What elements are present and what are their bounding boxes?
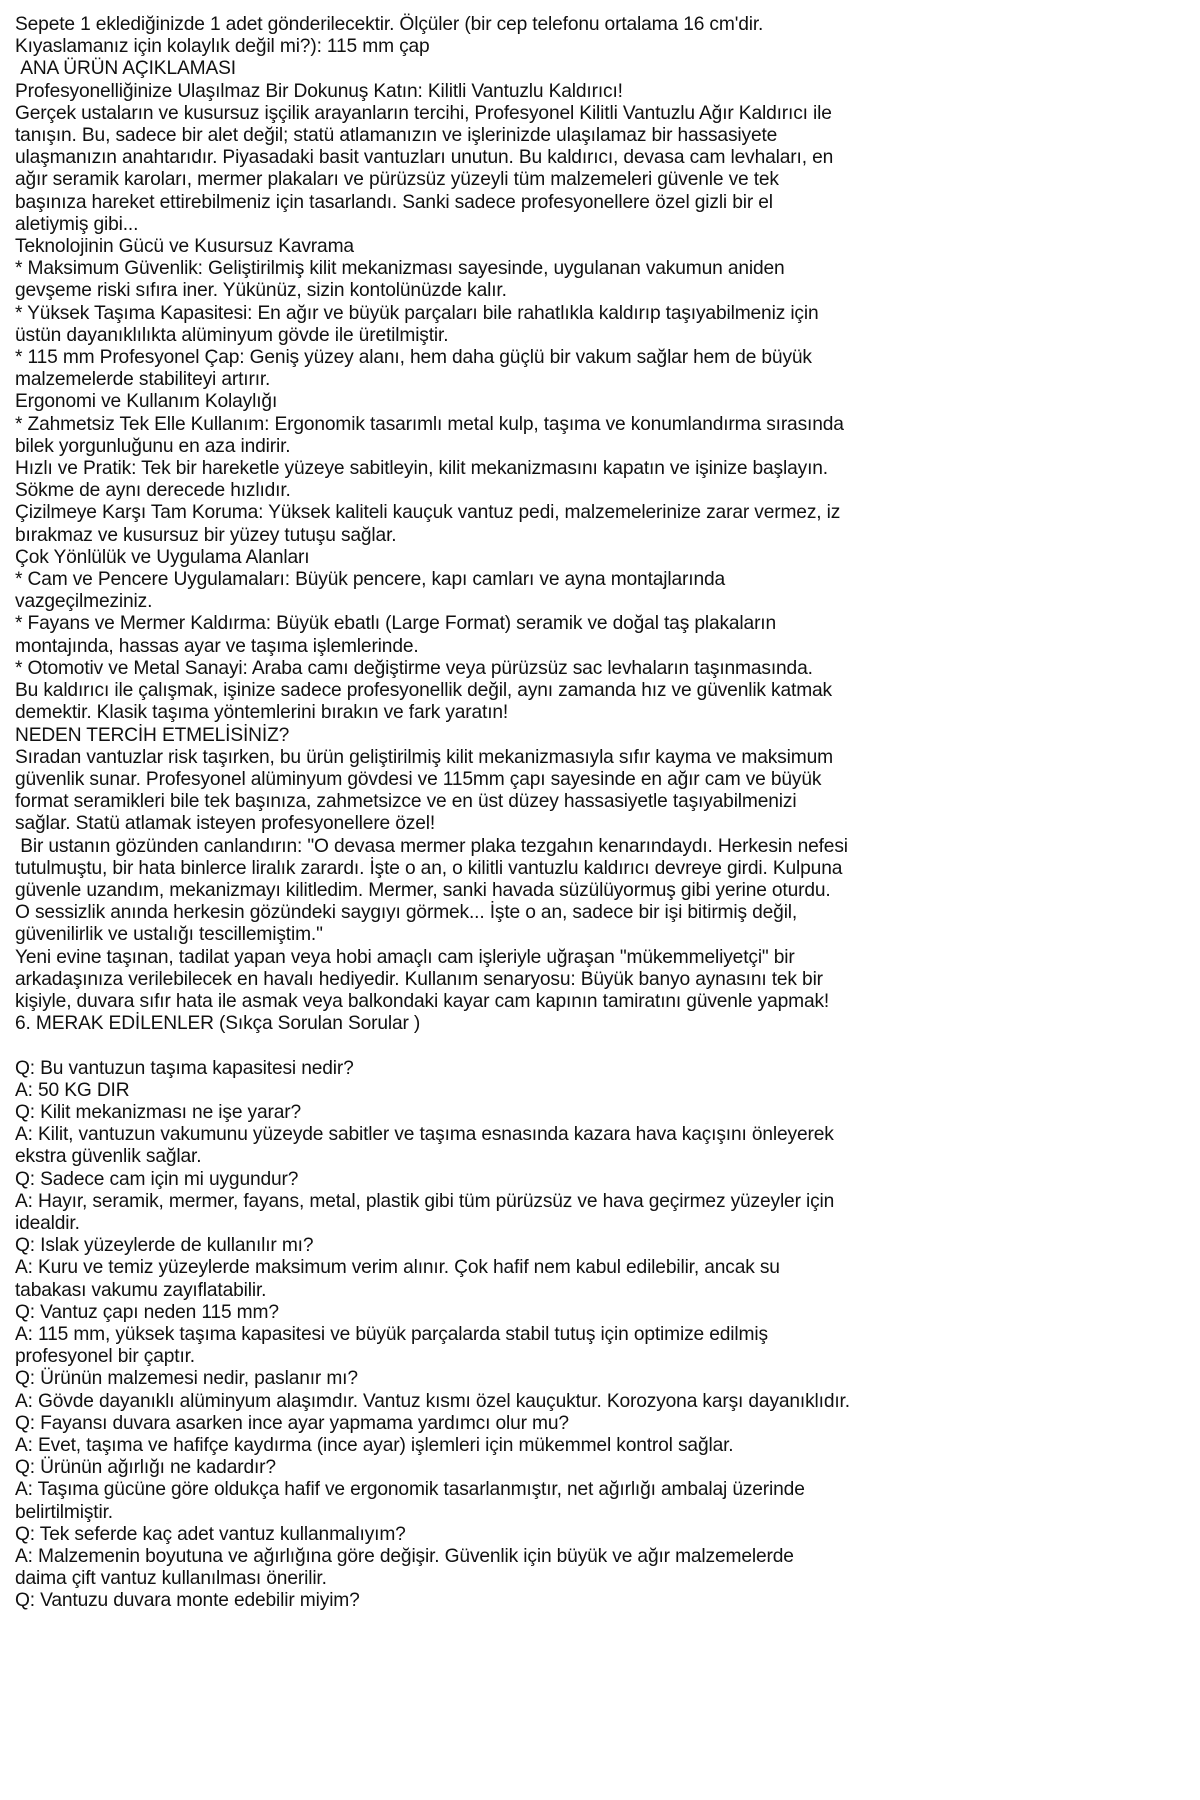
shipping-and-dimensions-note-line-1: Sepete 1 eklediğinizde 1 adet gönderilecektir. Ölçüler (bir cep telefonu ortalama 16 cm'dir. xyxy=(15,14,764,35)
feature-115mm-diameter-line-1: * 115 mm Profesyonel Çap: Geniş yüzey alanı, hem daha güçlü bir vakum sağlar hem de büyük xyxy=(15,347,812,369)
story-paragraph xyxy=(15,836,1184,947)
headline xyxy=(15,81,1184,103)
feature-fast-practical-line-2: Sökme de aynı derecede hızlıdır. xyxy=(15,480,291,502)
why-choose-heading-line-1: NEDEN TERCİH ETMELİSİNİZ? xyxy=(15,724,290,746)
story-paragraph-line-3: güvenle uzandım, mekanizmayı kilitledim. Mermer, sanki havada süzülüyormuş gibi yerine oturdu. xyxy=(15,879,831,901)
application-glass-window-line-2: vazgeçilmeziniz. xyxy=(15,591,153,613)
story-paragraph-line-1: Bir ustanın gözünden canlandırın: "O devasa mermer plaka tezgahın kenarındaydı. Herkesin nefesi xyxy=(15,835,848,857)
technology-section-heading xyxy=(15,236,1184,258)
faq-q1-capacity-line-1: Q: Bu vantuzun taşıma kapasitesi nedir? xyxy=(15,1057,354,1079)
faq-q2-lock-mechanism-line-1: Q: Kilit mekanizması ne işe yarar? xyxy=(15,1101,302,1123)
application-tile-marble-line-1: * Fayans ve Mermer Kaldırma: Büyük ebatlı (Large Format) seramik ve doğal taş plakaların xyxy=(15,613,777,635)
faq-a5-diameter-line-2: profesyonel bir çaptır. xyxy=(15,1346,195,1368)
faq-a8-weight-line-2: belirtilmiştir. xyxy=(15,1501,113,1523)
why-choose-paragraph-line-4: sağlar. Statü atlamak isteyen profesyonellere özel! xyxy=(15,813,436,835)
intro-paragraph xyxy=(15,103,1184,236)
faq-q4-wet-surfaces-line-1: Q: Islak yüzeylerde de kullanılır mı? xyxy=(15,1235,314,1257)
faq-a3-glass-only-line-1: A: Hayır, seramik, mermer, fayans, metal, plastik gibi tüm pürüzsüz ve hava geçirmez yüzeyler için xyxy=(15,1190,835,1212)
feature-fast-practical xyxy=(15,458,1184,502)
closing-paragraph-line-1: Bu kaldırıcı ile çalışmak, işinize sadece profesyonellik değil, aynı zamanda hız ve güvenlik katmak xyxy=(15,680,833,702)
feature-max-safety-line-1: * Maksimum Güvenlik: Geliştirilmiş kilit mekanizması sayesinde, uygulanan vakumun aniden xyxy=(15,258,785,280)
faq-q3-glass-only-line-1: Q: Sadece cam için mi uygundur? xyxy=(15,1168,299,1190)
feature-one-hand-use-line-1: * Zahmetsiz Tek Elle Kullanım: Ergonomik tasarımlı metal kulp, taşıma ve konumlandırma sırasında xyxy=(15,413,844,435)
application-automotive-metal-line-1: * Otomotiv ve Metal Sanayi: Araba camı değiştirme veya pürüzsüz sac levhaların taşınmasında. xyxy=(15,657,813,679)
faq-a5-diameter xyxy=(15,1324,1184,1368)
applications-section-heading-line-1: Çok Yönlülük ve Uygulama Alanları xyxy=(15,546,310,568)
faq-a2-lock-mechanism xyxy=(15,1124,1184,1168)
feature-115mm-diameter xyxy=(15,347,1184,391)
application-glass-window-line-1: * Cam ve Pencere Uygulamaları: Büyük pencere, kapı camları ve ayna montajlarında xyxy=(15,569,726,591)
feature-max-safety-line-2: gevşeme riski sıfıra iner. Yükünüz, sizin kontolünüzde kalır. xyxy=(15,280,507,302)
intro-paragraph-line-6: aletiymiş gibi... xyxy=(15,213,139,235)
why-choose-paragraph xyxy=(15,747,1184,836)
intro-paragraph-line-5: başınıza hareket ettirebilmeniz için tasarlandı. Sanki sadece profesyonellere özel gizli bir el xyxy=(15,191,773,213)
faq-q5-diameter-line-1: Q: Vantuz çapı neden 115 mm? xyxy=(15,1301,279,1323)
faq-heading-line-1: 6. MERAK EDİLENLER (Sıkça Sorulan Sorular ) xyxy=(15,1013,421,1035)
technology-section-heading-line-1: Teknolojinin Gücü ve Kusursuz Kavrama xyxy=(15,236,354,258)
faq-a5-diameter-line-1: A: 115 mm, yüksek taşıma kapasitesi ve büyük parçalarda stabil tutuş için optimize edilmiş xyxy=(15,1323,768,1345)
faq-a1-capacity xyxy=(15,1080,1184,1102)
faq-a9-how-many-line-2: daima çift vantuz kullanılması önerilir. xyxy=(15,1568,327,1590)
gift-usecase-paragraph-line-3: kişiyle, duvara sıfır hata ile asmak veya balkondaki kayar cam kapının tamiratını güvenle yapmak! xyxy=(15,990,830,1012)
closing-paragraph xyxy=(15,680,1184,724)
main-description-heading-line-1: ANA ÜRÜN AÇIKLAMASI xyxy=(15,58,236,80)
why-choose-heading xyxy=(15,725,1184,747)
why-choose-paragraph-line-3: format seramikleri bile tek başınıza, zahmetsizce ve en üst düzey hassasiyetle taşıyabilmenizi xyxy=(15,791,797,813)
feature-one-hand-use-line-2: bilek yorgunluğunu en aza indirir. xyxy=(15,435,291,457)
shipping-and-dimensions-note-line-2: Kıyaslamanız için kolaylık değil mi?): 115 mm çap xyxy=(15,36,430,58)
feature-scratch-protection-line-1: Çizilmeye Karşı Tam Koruma: Yüksek kaliteli kauçuk vantuz pedi, malzemelerinize zarar vermez, iz xyxy=(15,502,841,524)
application-automotive-metal xyxy=(15,658,1184,680)
faq-q2-lock-mechanism xyxy=(15,1102,1184,1124)
closing-paragraph-line-2: demektir. Klasik taşıma yöntemlerini bırakın ve fark yaratın! xyxy=(15,702,509,724)
faq-q1-capacity xyxy=(15,1058,1184,1080)
faq-a8-weight-line-1: A: Taşıma gücüne göre oldukça hafif ve ergonomik tasarlanmıştır, net ağırlığı ambalaj üzerinde xyxy=(15,1479,805,1501)
feature-scratch-protection-line-2: bırakmaz ve kusursuz bir yüzey tutuşu sağlar. xyxy=(15,524,397,546)
faq-q6-material xyxy=(15,1368,1184,1390)
faq-a4-wet-surfaces xyxy=(15,1257,1184,1301)
intro-paragraph-line-4: ağır seramik karoları, mermer plakaları ve pürüzsüz yüzeyli tüm malzemeleri güvenle ve tek xyxy=(15,169,779,191)
ergonomics-section-heading xyxy=(15,391,1184,413)
feature-max-safety xyxy=(15,258,1184,302)
faq-a6-material-line-1: A: Gövde dayanıklı alüminyum alaşımdır. Vantuz kısmı özel kauçuktur. Korozyona karşı dayanıklıdır. xyxy=(15,1390,850,1412)
faq-q5-diameter xyxy=(15,1302,1184,1324)
main-description-heading xyxy=(15,58,1184,80)
faq-a8-weight xyxy=(15,1479,1184,1523)
applications-section-heading xyxy=(15,547,1184,569)
faq-a2-lock-mechanism-line-1: A: Kilit, vantuzun vakumunu yüzeyde sabitler ve taşıma esnasında kazara hava kaçışını önleyerek xyxy=(15,1124,834,1146)
faq-q10-clipped-line-1: Q: Vantuzu duvara monte edebilir miyim? xyxy=(15,1590,360,1612)
why-choose-paragraph-line-2: güvenlik sunar. Profesyonel alüminyum gövdesi ve 115mm çapı sayesinde en ağır cam ve büyük xyxy=(15,768,822,790)
faq-q7-fine-adjustment-line-1: Q: Fayansı duvara asarken ince ayar yapmama yardımcı olur mu? xyxy=(15,1412,569,1434)
ergonomics-section-heading-line-1: Ergonomi ve Kullanım Kolaylığı xyxy=(15,391,278,413)
feature-fast-practical-line-1: Hızlı ve Pratik: Tek bir hareketle yüzeye sabitleyin, kilit mekanizmasını kapatın ve işinize başlayın. xyxy=(15,458,828,480)
faq-a9-how-many-line-1: A: Malzemenin boyutuna ve ağırlığına göre değişir. Güvenlik için büyük ve ağır malzemelerde xyxy=(15,1546,794,1567)
faq-a4-wet-surfaces-line-2: tabakası vakumu zayıflatabilir. xyxy=(15,1279,267,1301)
shipping-and-dimensions-note xyxy=(15,14,1184,58)
feature-one-hand-use xyxy=(15,414,1184,458)
faq-q8-weight xyxy=(15,1457,1184,1479)
intro-paragraph-line-1: Gerçek ustaların ve kusursuz işçilik arayanların tercihi, Profesyonel Kilitli Vantuzlu Ağır Kaldırıcı ile xyxy=(15,102,832,124)
intro-paragraph-line-3: ulaşmanızın anahtarıdır. Piyasadaki basit vantuzları unutun. Bu kaldırıcı, devasa cam levhaları, en xyxy=(15,147,834,169)
faq-a7-fine-adjustment-line-1: A: Evet, taşıma ve hafifçe kaydırma (ince ayar) işlemleri için mükemmel kontrol sağlar. xyxy=(15,1434,734,1456)
intro-paragraph-line-2: tanışın. Bu, sadece bir alet değil; statü atlamanızın ve işlerinizde ulaşılamaz bir hassasiyete xyxy=(15,125,778,147)
story-paragraph-line-5: güvenilirlik ve ustalığı tescillemiştim." xyxy=(15,924,323,946)
application-glass-window xyxy=(15,569,1184,613)
feature-scratch-protection xyxy=(15,502,1184,546)
faq-q9-how-many-line-1: Q: Tek seferde kaç adet vantuz kullanmalıyım? xyxy=(15,1523,406,1545)
faq-a7-fine-adjustment xyxy=(15,1435,1184,1457)
feature-high-load-capacity-line-1: * Yüksek Taşıma Kapasitesi: En ağır ve büyük parçaları bile rahatlıkla kaldırıp taşıyabilmeniz için xyxy=(15,302,819,324)
faq-q9-how-many xyxy=(15,1524,1184,1546)
faq-q8-weight-line-1: Q: Ürünün ağırlığı ne kadardır? xyxy=(15,1457,276,1479)
faq-a6-material xyxy=(15,1391,1184,1413)
faq-q10-clipped xyxy=(15,1590,1184,1612)
faq-spacer xyxy=(15,1035,1184,1057)
application-tile-marble-line-2: montajında, hassas ayar ve taşıma işlemlerinde. xyxy=(15,635,419,657)
story-paragraph-line-4: O sessizlik anında herkesin gözündeki saygıyı görmek... İşte o an, sadece bir işi bitirmiş değil, xyxy=(15,902,798,924)
story-paragraph-line-2: tutulmuştu, bir hata binlerce liralık zarardı. İşte o an, o kilitli vantuzlu kaldırıcı devreye girdi. Kulpuna xyxy=(15,857,843,879)
gift-usecase-paragraph-line-1: Yeni evine taşınan, tadilat yapan veya hobi amaçlı cam işleriyle uğraşan "mükemmeliyetçi" bir xyxy=(15,946,795,968)
headline-line-1: Profesyonelliğinize Ulaşılmaz Bir Dokunuş Katın: Kilitli Vantuzlu Kaldırıcı! xyxy=(15,80,623,102)
gift-usecase-paragraph-line-2: arkadaşınıza verilebilecek en havalı hediyedir. Kullanım senaryosu: Büyük banyo aynasını tek bir xyxy=(15,968,823,990)
feature-high-load-capacity-line-2: üstün dayanıklılıkta alüminyum gövde ile üretilmiştir. xyxy=(15,324,449,346)
faq-q6-material-line-1: Q: Ürünün malzemesi nedir, paslanır mı? xyxy=(15,1368,358,1390)
faq-heading xyxy=(15,1013,1184,1035)
faq-spacer-line-1 xyxy=(15,1035,1184,1057)
faq-a1-capacity-line-1: A: 50 KG DIR xyxy=(15,1079,130,1101)
faq-q7-fine-adjustment xyxy=(15,1413,1184,1435)
faq-q4-wet-surfaces xyxy=(15,1235,1184,1257)
faq-a3-glass-only-line-2: idealdir. xyxy=(15,1212,80,1234)
gift-usecase-paragraph xyxy=(15,947,1184,1014)
faq-a4-wet-surfaces-line-1: A: Kuru ve temiz yüzeylerde maksimum verim alınır. Çok hafif nem kabul edilebilir, ancak su xyxy=(15,1257,780,1279)
why-choose-paragraph-line-1: Sıradan vantuzlar risk taşırken, bu ürün geliştirilmiş kilit mekanizmasıyla sıfır kayma ve maksimum xyxy=(15,746,833,768)
faq-a3-glass-only xyxy=(15,1191,1184,1235)
feature-high-load-capacity xyxy=(15,303,1184,347)
faq-a9-how-many xyxy=(15,1546,1184,1590)
application-tile-marble xyxy=(15,613,1184,657)
faq-q3-glass-only xyxy=(15,1169,1184,1191)
faq-a2-lock-mechanism-line-2: ekstra güvenlik sağlar. xyxy=(15,1146,202,1168)
feature-115mm-diameter-line-2: malzemelerde stabiliteyi artırır. xyxy=(15,369,271,391)
